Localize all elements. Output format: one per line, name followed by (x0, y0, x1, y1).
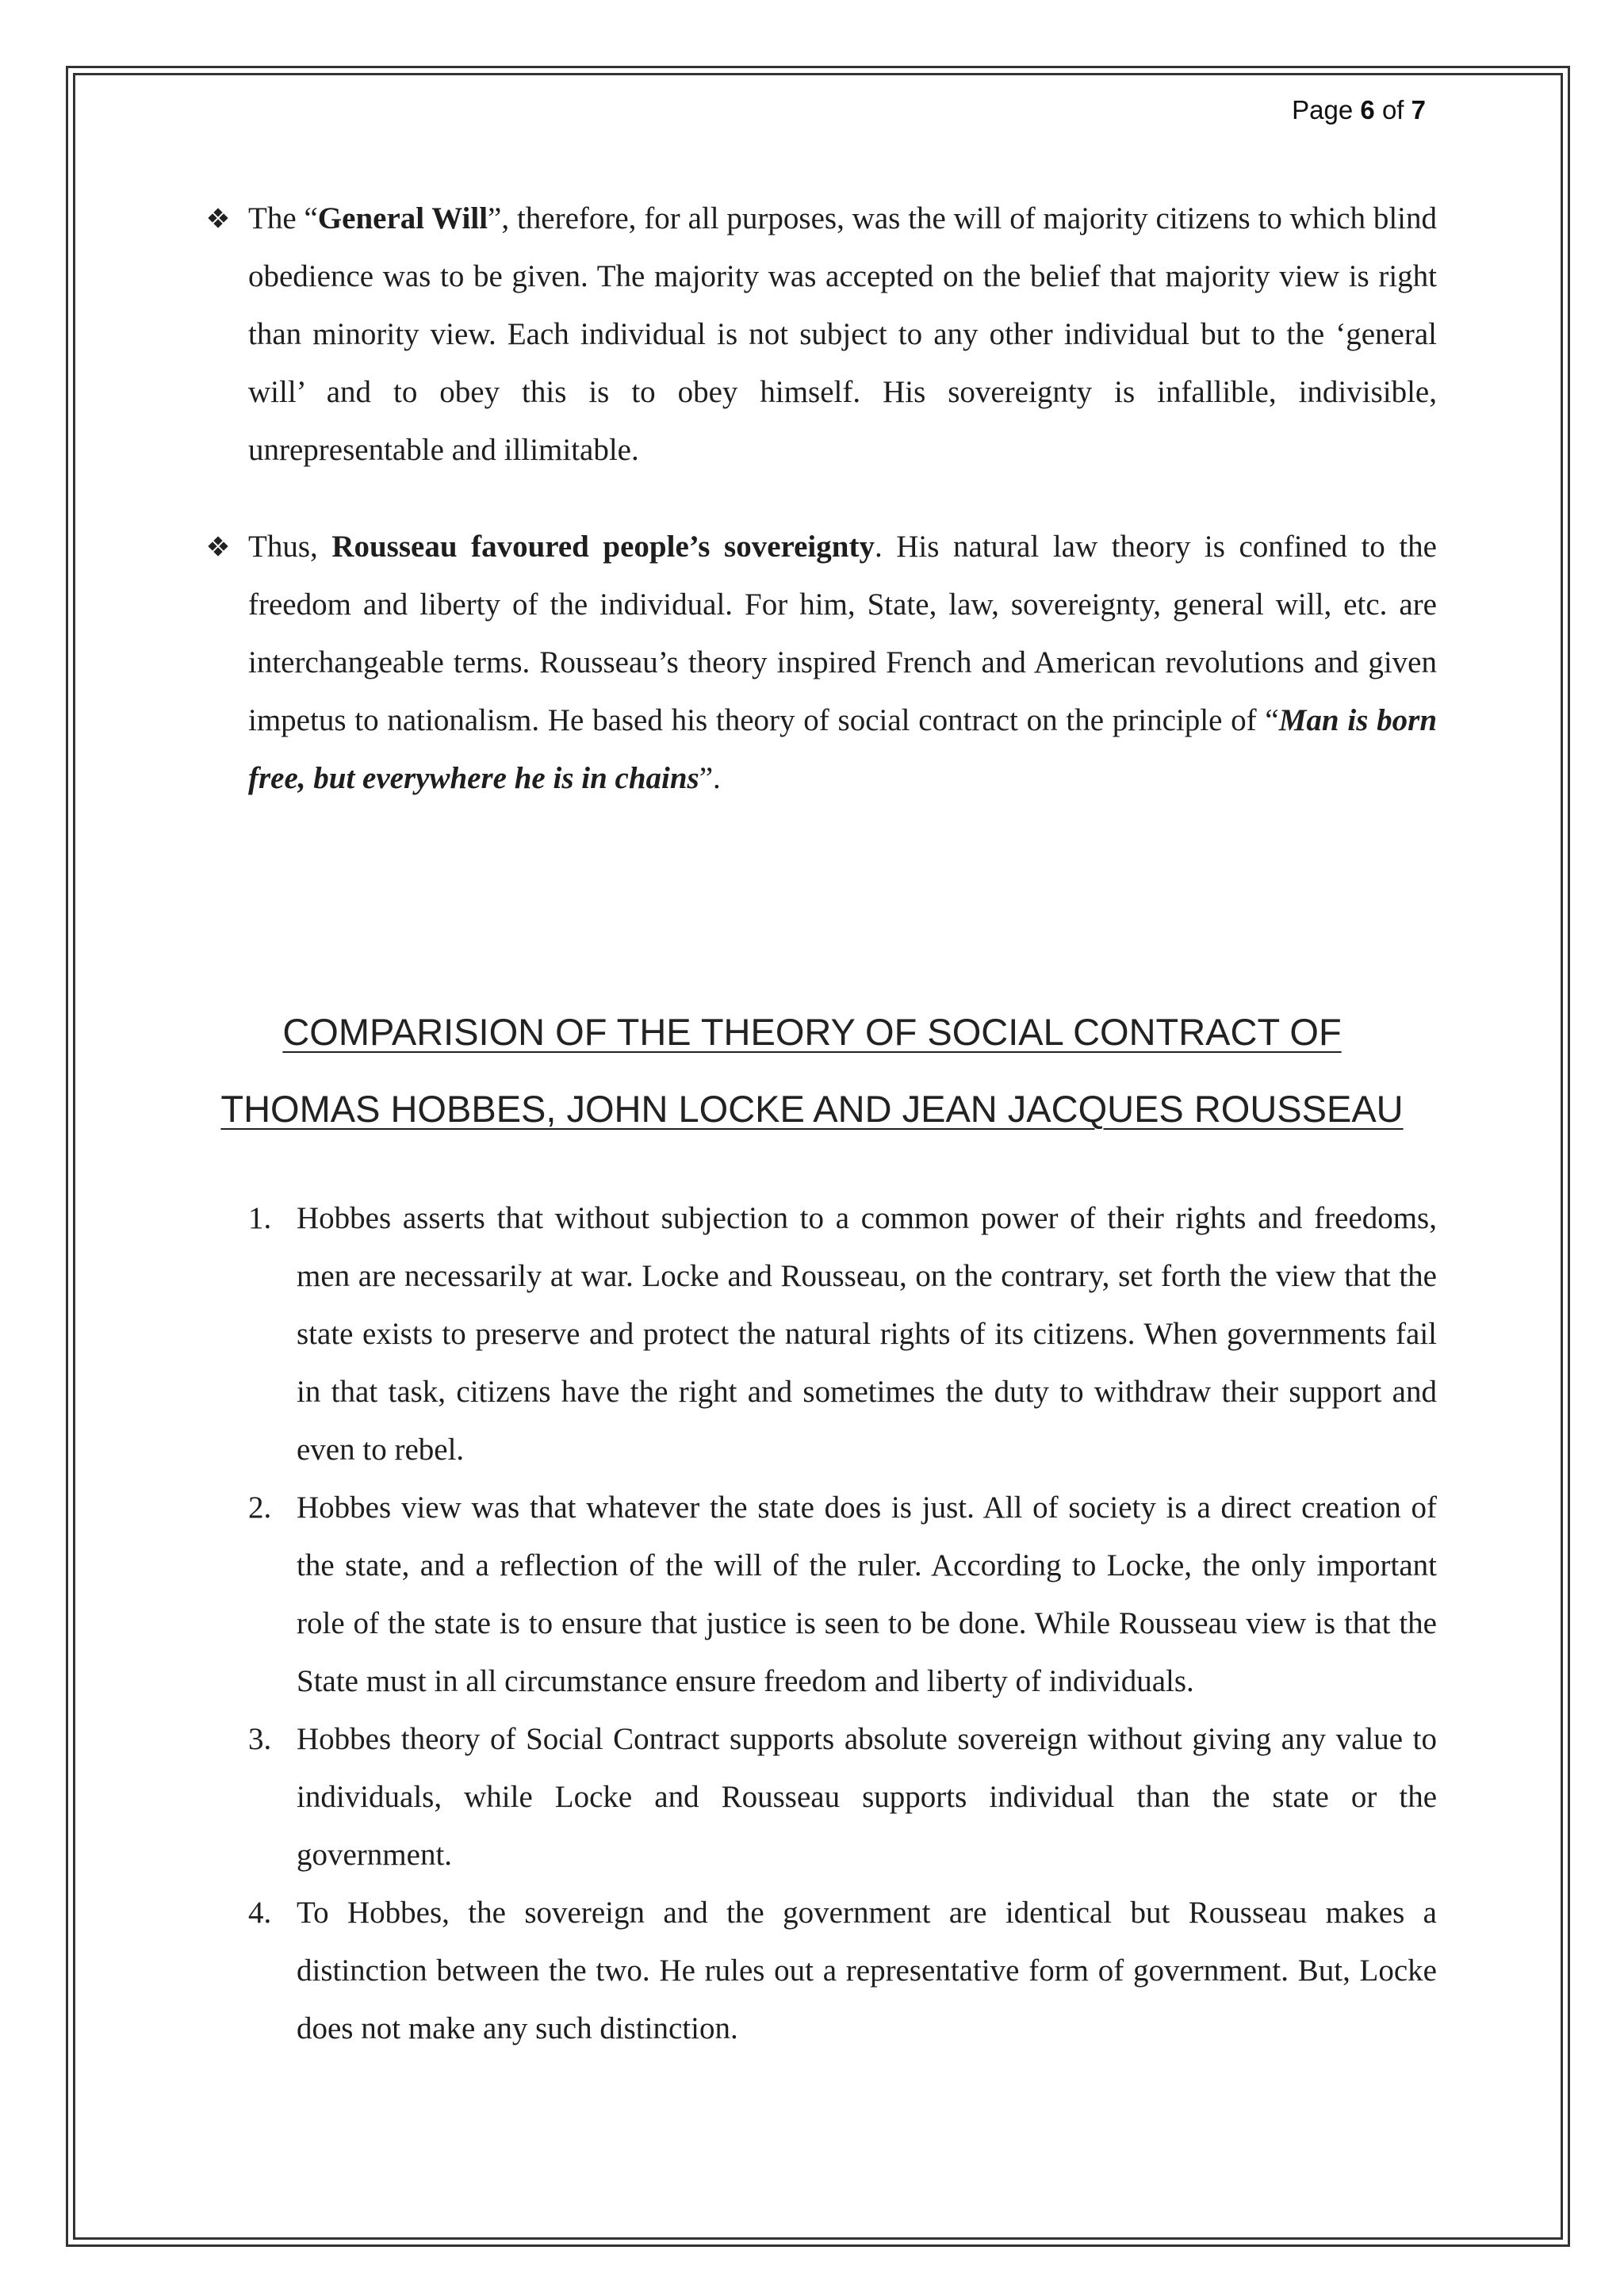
bullet-paragraph-sovereignty: Thus, Rousseau favoured people’s sovereignty. His natural law theory is confined to the freedom and liberty of the individual. For him, State, law, sovereignty, general will, etc. are interchangeable terms. Rousseau’s theory inspired French and American revolutions and given impetus to nationalism. He based his theory of social contract on the principle of “Man is born free, but everywhere he is in chains”. (248, 518, 1437, 807)
page-number: Page 6 of 7 (1292, 95, 1426, 124)
list-item: 2. Hobbes view was that whatever the state does is just. All of society is a direct creation of the state, and a reflection of the will of the ruler. According to Locke, the only important role of the state is to ensure that justice is seen to be done. While Rousseau view is that the State must in all circumstance ensure freedom and liberty of individuals. (248, 1490, 1437, 1698)
heading-line-2: THOMAS HOBBES, JOHN LOCKE AND JEAN JACQUES ROUSSEAU (220, 1088, 1404, 1130)
list-item: 4. To Hobbes, the sovereign and the government are identical but Rousseau makes a distinction between the two. He rules out a representative form of government. But, Locke does not make any such distinction. (248, 1896, 1437, 2045)
list-item: 1. Hobbes asserts that without subjection to a common power of their rights and freedoms, men are necessarily at war. Locke and Rousseau, on the contrary, set forth the view that the state exists to preserve and protect the natural rights of its citizens. When governments fail in that task, citizens have the right and sometimes the duty to withdraw their support and even to rebel. (248, 1201, 1437, 1467)
bullet-paragraph-general-will: The “General Will”, therefore, for all purposes, was the will of majority citizens to which blind obedience was to be given. The majority was accepted on the belief that majority view is right than minority view. Each individual is not subject to any other individual but to the ‘general will’ and to obey this is to obey himself. His sovereignty is infallible, indivisible, unrepresentable and illimitable. (248, 189, 1437, 479)
comparison-list (248, 1189, 1437, 2057)
list-item: 3. Hobbes theory of Social Contract supports absolute sovereign without giving any value to individuals, while Locke and Rousseau supports individual than the state or the government. (248, 1722, 1437, 1872)
section-heading (159, 993, 1465, 1147)
diamond-bullet-icon (202, 189, 234, 247)
heading-line-1: COMPARISION OF THE THEORY OF SOCIAL CONTRACT OF (282, 1011, 1342, 1053)
diamond-bullet-icon (202, 518, 234, 576)
